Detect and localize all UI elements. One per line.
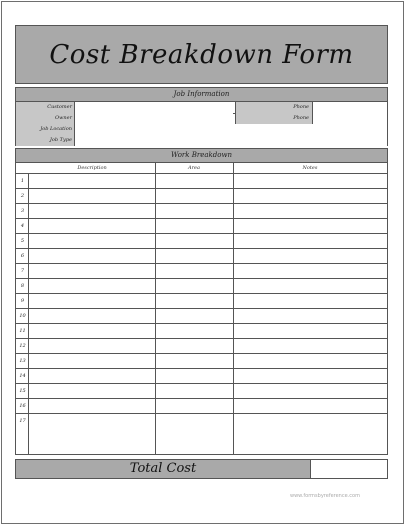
work-breakdown-section bbox=[15, 148, 388, 455]
column-header-row bbox=[16, 163, 387, 174]
title-banner bbox=[15, 25, 388, 84]
work-row[interactable] bbox=[16, 309, 387, 324]
footer-url: www.formsbyreference.com bbox=[290, 493, 360, 499]
row-number: 7 bbox=[20, 268, 25, 274]
row-number: 1 bbox=[20, 178, 25, 184]
form-title: Cost Breakdown Form bbox=[49, 39, 354, 70]
job-type-field[interactable] bbox=[74, 135, 387, 146]
number-column-divider bbox=[28, 174, 29, 454]
work-row[interactable] bbox=[16, 354, 387, 369]
row-number: 4 bbox=[20, 223, 25, 229]
row-number: 6 bbox=[20, 253, 25, 259]
work-row[interactable] bbox=[16, 204, 387, 219]
row-number: 8 bbox=[20, 283, 25, 289]
column-divider bbox=[233, 163, 234, 454]
owner-phone-field[interactable] bbox=[312, 113, 387, 124]
customer-field[interactable] bbox=[74, 102, 233, 113]
work-row[interactable] bbox=[16, 369, 387, 384]
row-number: 13 bbox=[19, 358, 26, 364]
job-information-section bbox=[15, 87, 388, 146]
work-rows bbox=[16, 174, 387, 429]
row-number: 10 bbox=[19, 313, 26, 319]
row-number: 3 bbox=[20, 208, 25, 214]
phone-label-2: Phone bbox=[293, 115, 309, 121]
work-row[interactable] bbox=[16, 189, 387, 204]
row-number: 5 bbox=[20, 238, 25, 244]
work-row[interactable] bbox=[16, 174, 387, 189]
job-type-label: Job Type bbox=[49, 137, 72, 143]
work-row[interactable] bbox=[16, 264, 387, 279]
row-number: 12 bbox=[19, 343, 26, 349]
total-cost-bar bbox=[15, 459, 388, 479]
row-number: 15 bbox=[19, 388, 26, 394]
owner-field[interactable] bbox=[74, 113, 233, 124]
job-row-type bbox=[16, 135, 387, 146]
row-number: 9 bbox=[20, 298, 25, 304]
description-column-header: Description bbox=[77, 165, 107, 171]
work-breakdown-header: Work Breakdown bbox=[16, 149, 387, 163]
customer-label: Customer bbox=[47, 104, 72, 110]
job-location-field[interactable] bbox=[74, 124, 387, 135]
job-location-label: Job Location bbox=[40, 126, 72, 132]
owner-label: Owner bbox=[55, 115, 72, 121]
work-row[interactable] bbox=[16, 279, 387, 294]
total-cost-label: Total Cost bbox=[129, 461, 197, 476]
work-row[interactable] bbox=[16, 339, 387, 354]
work-row[interactable] bbox=[16, 294, 387, 309]
notes-column-header: Notes bbox=[302, 165, 318, 171]
job-information-header: Job Information bbox=[16, 88, 387, 102]
row-number: 16 bbox=[19, 403, 26, 409]
work-row[interactable] bbox=[16, 399, 387, 414]
work-row[interactable] bbox=[16, 249, 387, 264]
work-row[interactable] bbox=[16, 384, 387, 399]
column-divider bbox=[155, 163, 156, 454]
row-number: 17 bbox=[19, 418, 26, 424]
total-cost-field[interactable] bbox=[310, 460, 387, 478]
row-number: 11 bbox=[19, 328, 26, 334]
area-column-header: Area bbox=[188, 165, 200, 171]
row-number: 2 bbox=[20, 193, 25, 199]
phone-label: Phone bbox=[293, 104, 309, 110]
customer-phone-field[interactable] bbox=[312, 102, 387, 113]
work-row[interactable] bbox=[16, 234, 387, 249]
work-row[interactable] bbox=[16, 324, 387, 339]
work-row[interactable] bbox=[16, 219, 387, 234]
row-number: 14 bbox=[19, 373, 26, 379]
work-row[interactable] bbox=[16, 414, 387, 429]
